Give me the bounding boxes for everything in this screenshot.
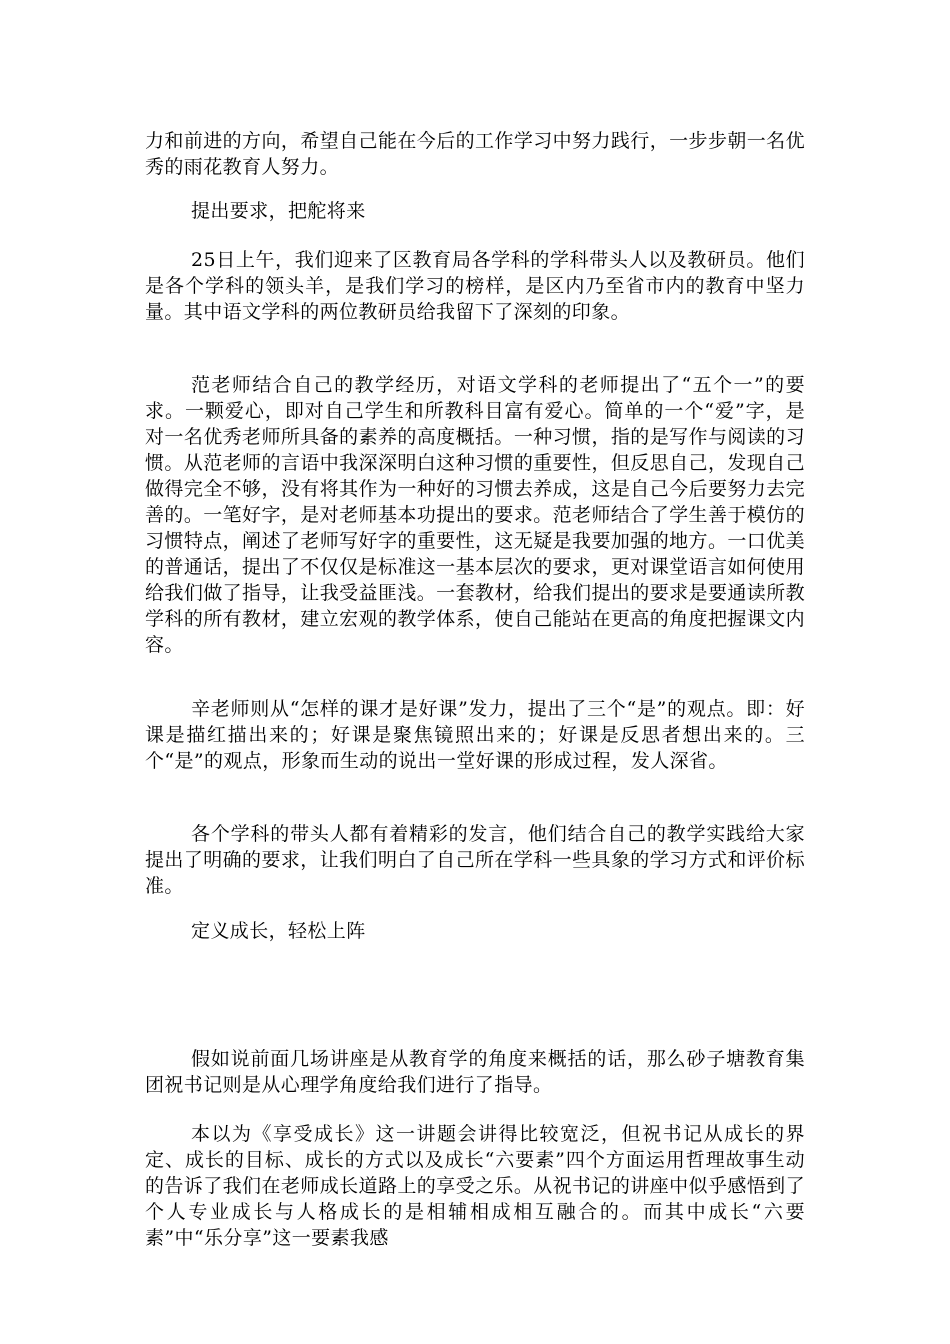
paragraph-continuation: 力和前进的方向，希望自己能在今后的工作学习中努力践行，一步步朝一名优秀的雨花教育人努力。 xyxy=(145,130,805,178)
section-heading-requirements: 提出要求，把舵将来 xyxy=(191,200,366,222)
paragraph-teacher-fan: 范老师结合自己的教学经历，对语文学科的老师提出了“五个一”的要求。一颗爱心，即对自己学生和所教科目富有爱心。简单的一个“爱”字，是对一名优秀老师所具备的素养的高度概括。一种习惯，指的是写作与阅读的习惯。从范老师的言语中我深深明白这种习惯的重要性，但反思自己，发现自己做得完全不够，没有将其作为一种好的习惯去养成，这是自己今后要努力去完善的。一笔好字，是对老师基本功提出的要求。范老师结合了学生善于模仿的习惯特点，阐述了老师写好字的重要性，这无疑是我要加强的地方。一口优美的普通话，提出了不仅仅是标准这一基本层次的要求，更对课堂语言如何使用给我们做了指导，让我受益匪浅。一套教材，给我们提出的要求是要通读所教学科的所有教材，建立宏观的教学体系，使自己能站在更高的角度把握课文内容。 xyxy=(145,374,805,656)
section-heading-growth: 定义成长，轻松上阵 xyxy=(191,920,366,942)
paragraph-subject-leaders: 25日上午，我们迎来了区教育局各学科的学科带头人以及教研员。他们是各个学科的领头羊，是我们学习的榜样，是区内乃至省市内的教育中坚力量。其中语文学科的两位教研员给我留下了深刻的印象。 xyxy=(145,249,805,323)
paragraph-teacher-xin: 辛老师则从“怎样的课才是好课”发力，提出了三个“是”的观点。即：好课是描红描出来的；好课是聚焦镜照出来的；好课是反思者想出来的。三个“是”的观点，形象而生动的说出一堂好课的形成过程，发人深省。 xyxy=(145,698,805,772)
paragraph-enjoy-growth: 本以为《享受成长》这一讲题会讲得比较宽泛，但祝书记从成长的界定、成长的目标、成长的方式以及成长“六要素”四个方面运用哲理故事生动的告诉了我们在老师成长道路上的享受之乐。从祝书记的讲座中似乎感悟到了个人专业成长与人格成长的是相辅相成相互融合的。而其中成长“六要素”中“乐分享”这一要素我感 xyxy=(145,1123,805,1249)
paragraph-lecture-psychology: 假如说前面几场讲座是从教育学的角度来概括的话，那么砂子塘教育集团祝书记则是从心理学角度给我们进行了指导。 xyxy=(145,1048,805,1096)
paragraph-subject-speeches: 各个学科的带头人都有着精彩的发言，他们结合自己的教学实践给大家提出了明确的要求，让我们明白了自己所在学科一些具象的学习方式和评价标准。 xyxy=(145,823,805,897)
